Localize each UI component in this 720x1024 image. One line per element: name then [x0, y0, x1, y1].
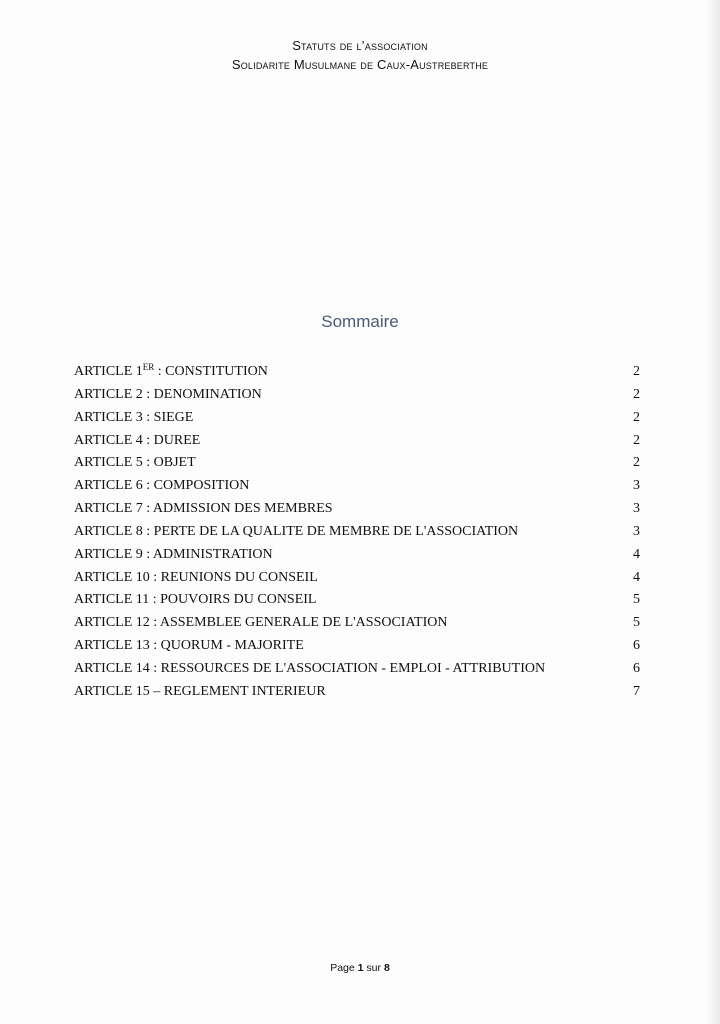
toc-entry-label	[74, 364, 268, 380]
toc-entry-page: 2	[633, 364, 640, 379]
toc-entry-page: 3	[633, 501, 640, 517]
toc-entry-label: ARTICLE 6 : COMPOSITION	[74, 478, 250, 494]
toc-entry-page: 3	[633, 478, 640, 494]
footer-of-word: sur	[366, 962, 382, 974]
toc-entry-page: 7	[633, 683, 640, 699]
header-title: Statuts de l’association	[292, 38, 428, 53]
toc-entry[interactable]	[74, 433, 640, 456]
toc-entry[interactable]	[74, 364, 640, 387]
toc-entry-label: ARTICLE 11 : POUVOIRS DU CONSEIL	[74, 592, 317, 608]
toc-entry-page: 2	[633, 455, 640, 471]
toc-entry[interactable]	[74, 501, 640, 524]
toc-entry-label: ARTICLE 2 : DENOMINATION	[74, 386, 262, 402]
toc-entry-page: 2	[633, 432, 640, 448]
toc-entry-label: ARTICLE 9 : ADMINISTRATION	[74, 546, 273, 562]
toc-entry-label-superscript: ER	[142, 362, 155, 372]
toc-entry[interactable]	[74, 455, 640, 478]
page-footer	[0, 962, 720, 974]
toc-entry-label: ARTICLE 8 : PERTE DE LA QUALITE DE MEMBRE DE L'ASSOCIATION	[74, 523, 519, 539]
toc-entry-page: 5	[633, 592, 640, 608]
toc-entry-page: 2	[633, 409, 640, 425]
toc-entry-page: 2	[633, 386, 640, 402]
toc-entry[interactable]	[74, 570, 640, 593]
toc-entry[interactable]	[74, 547, 640, 570]
toc-entry-page: 3	[633, 523, 640, 539]
toc-entry-label: ARTICLE 13 : QUORUM - MAJORITE	[74, 638, 304, 654]
scan-edge-shadow	[706, 0, 720, 1024]
toc-entry-label-main: ARTICLE 1	[74, 364, 143, 379]
toc-entry[interactable]	[74, 478, 640, 501]
toc-entry-label: ARTICLE 14 : RESSOURCES DE L'ASSOCIATION - EMPLOI - ATTRIBUTION	[74, 660, 546, 676]
toc-entry-label: ARTICLE 4 : DUREE	[74, 432, 201, 448]
footer-page-word: Page	[330, 962, 355, 974]
toc-entry[interactable]	[74, 615, 640, 638]
toc-entry-label: ARTICLE 10 : REUNIONS DU CONSEIL	[74, 569, 318, 585]
toc-entry-label: ARTICLE 15 – REGLEMENT INTERIEUR	[74, 683, 326, 699]
footer-current-page: 1	[357, 962, 364, 974]
toc-entry-page: 4	[633, 546, 640, 562]
toc-entry[interactable]	[74, 661, 640, 684]
toc-entry-page: 5	[633, 615, 640, 631]
toc-entry-label-rest: : CONSTITUTION	[154, 364, 268, 379]
toc-entry-page: 6	[633, 638, 640, 654]
toc-entry[interactable]	[74, 684, 640, 707]
toc-entry-page: 4	[633, 569, 640, 585]
toc-entry[interactable]	[74, 387, 640, 410]
toc-entry[interactable]	[74, 592, 640, 615]
toc-entry[interactable]	[74, 524, 640, 547]
toc-entry-label: ARTICLE 7 : ADMISSION DES MEMBRES	[74, 501, 333, 517]
toc-entry-label: ARTICLE 3 : SIEGE	[74, 409, 194, 425]
footer-total-pages: 8	[383, 962, 390, 974]
toc-title: Sommaire	[321, 312, 399, 331]
toc-entry-label: ARTICLE 12 : ASSEMBLEE GENERALE DE L'ASSOCIATION	[74, 615, 448, 631]
table-of-contents	[74, 364, 640, 707]
header-association-name: Solidarite Musulmane de Caux-Austreberthe	[231, 57, 489, 72]
toc-entry[interactable]	[74, 638, 640, 661]
toc-entry-page: 6	[633, 660, 640, 676]
toc-entry-label: ARTICLE 5 : OBJET	[74, 455, 196, 471]
document-header	[0, 36, 720, 74]
toc-entry[interactable]	[74, 410, 640, 433]
